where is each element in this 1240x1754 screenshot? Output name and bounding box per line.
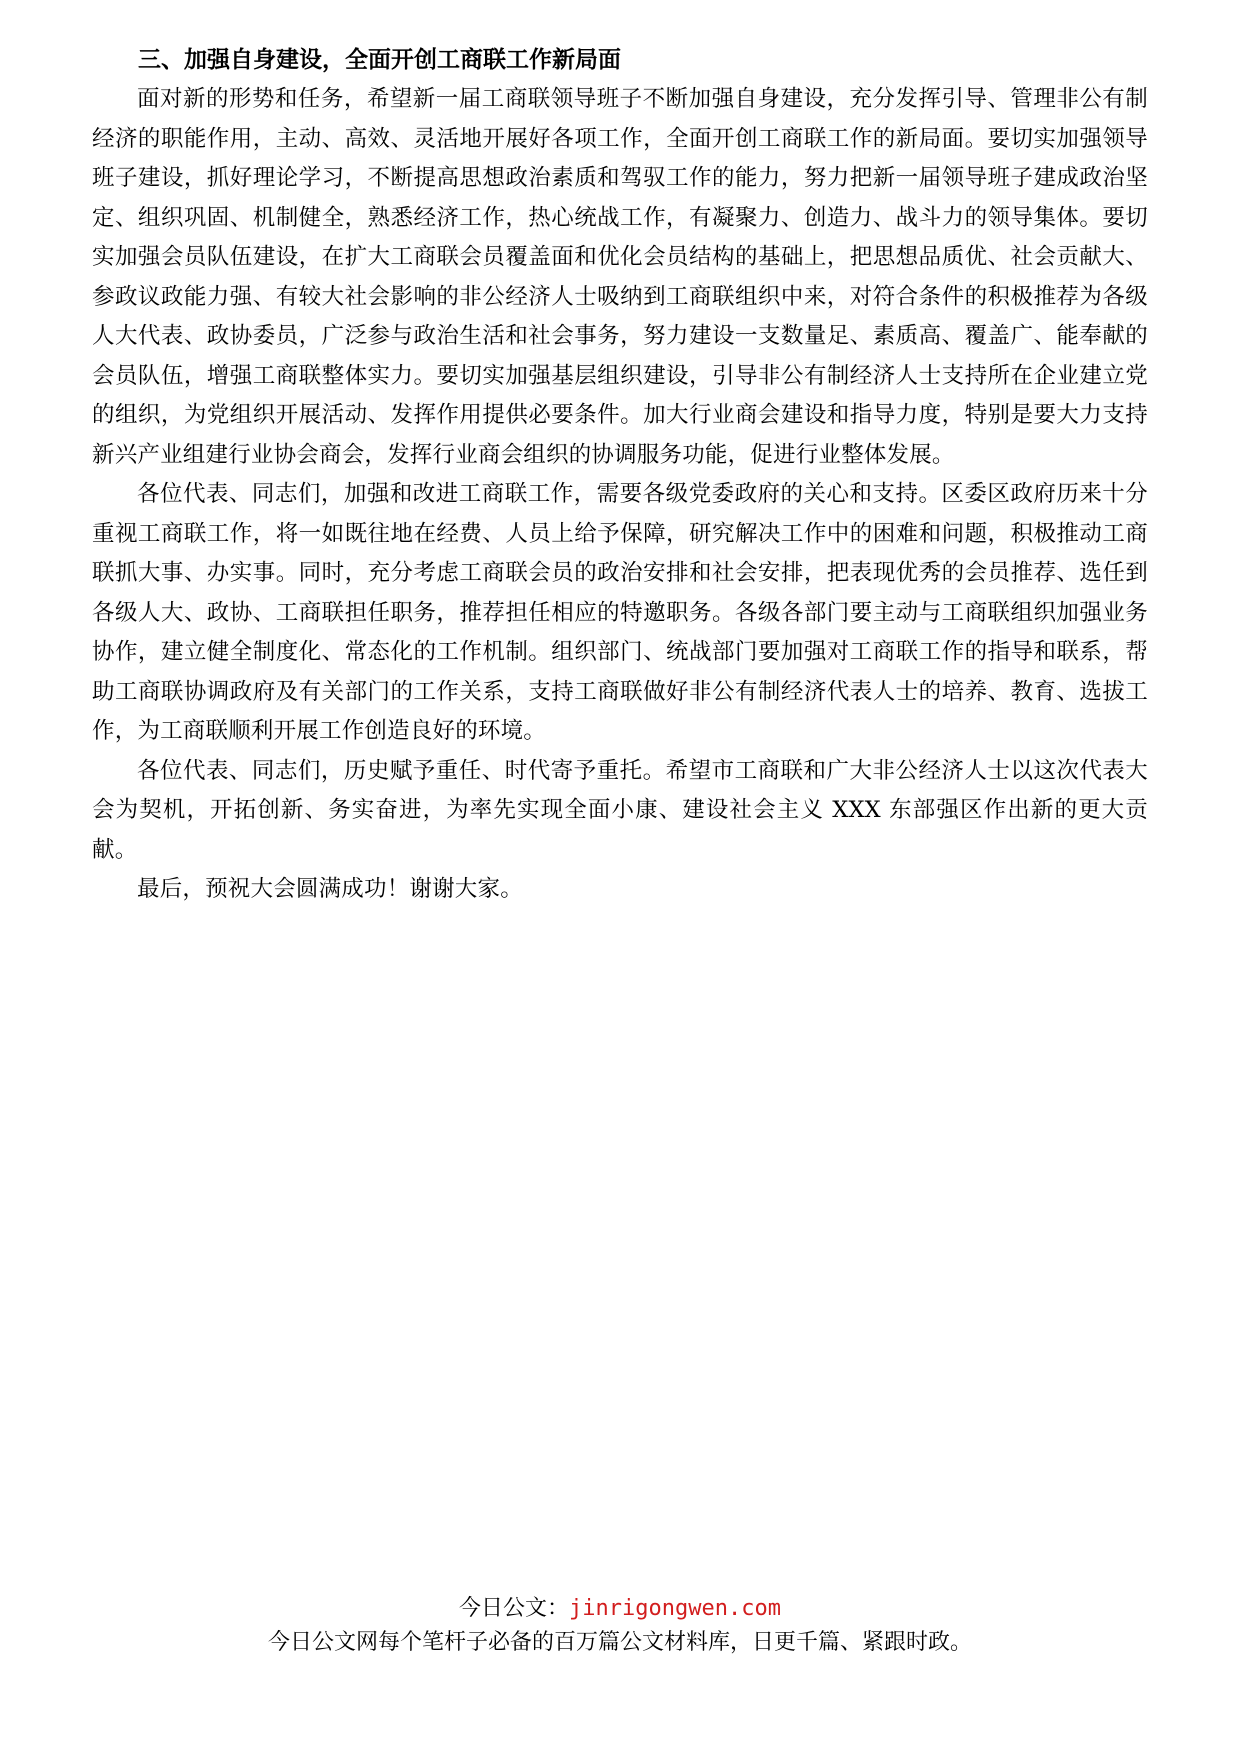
paragraph-historical-mission: 各位代表、同志们，历史赋予重任、时代寄予重托。希望市工商联和广大非公经济人士以这次代表大会为契机，开拓创新、务实奋进，为率先实现全面小康、建设社会主义 XXX 东部强区作出新的更大贡献。: [92, 757, 1148, 863]
section-heading: 三、加强自身建设，全面开创工商联工作新局面: [138, 47, 621, 73]
footer-source-link[interactable]: jinrigongwen.com: [569, 1596, 781, 1621]
page-footer: [0, 1592, 1240, 1660]
document-body: [92, 40, 1148, 910]
paragraph-closing: 最后，预祝大会圆满成功！谢谢大家。: [137, 876, 523, 902]
footer-source-line: [0, 1592, 1240, 1626]
paragraph-self-building: 面对新的形势和任务，希望新一届工商联领导班子不断加强自身建设，充分发挥引导、管理非公有制经济的职能作用，主动、高效、灵活地开展好各项工作，全面开创工商联工作的新局面。要切实加强领导班子建设，抓好理论学习，不断提高思想政治素质和驾驭工作的能力，努力把新一届领导班子建成政治坚定、组织巩固、机制健全，熟悉经济工作，热心统战工作，有凝聚力、创造力、战斗力的领导集体。要切实加强会员队伍建设，在扩大工商联会员覆盖面和优化会员结构的基础上，把思想品质优、社会贡献大、参政议政能力强、有较大社会影响的非公经济人士吸纳到工商联组织中来，对符合条件的积极推荐为各级人大代表、政协委员，广泛参与政治生活和社会事务，努力建设一支数量足、素质高、覆盖广、能奉献的会员队伍，增强工商联整体实力。要切实加强基层组织建设，引导非公有制经济人士支持所在企业建立党的组织，为党组织开展活动、发挥作用提供必要条件。加大行业商会建设和指导力度，特别是要大力支持新兴产业组建行业协会商会，发挥行业商会组织的协调服务功能，促进行业整体发展。: [92, 86, 1148, 468]
paragraph-government-support: 各位代表、同志们，加强和改进工商联工作，需要各级党委政府的关心和支持。区委区政府历来十分重视工商联工作，将一如既往地在经费、人员上给予保障，研究解决工作中的困难和问题，积极推动工商联抓大事、办实事。同时，充分考虑工商联会员的政治安排和社会安排，把表现优秀的会员推荐、选任到各级人大、政协、工商联担任职务，推荐担任相应的特邀职务。各级各部门要主动与工商联组织加强业务协作，建立健全制度化、常态化的工作机制。组织部门、统战部门要加强对工商联工作的指导和联系，帮助工商联协调政府及有关部门的工作关系，支持工商联做好非公有制经济代表人士的培养、教育、选拔工作，为工商联顺利开展工作创造良好的环境。: [92, 481, 1148, 744]
footer-source-label: 今日公文：: [459, 1596, 570, 1621]
footer-slogan: 今日公文网每个笔杆子必备的百万篇公文材料库，日更千篇、紧跟时政。: [267, 1630, 972, 1655]
